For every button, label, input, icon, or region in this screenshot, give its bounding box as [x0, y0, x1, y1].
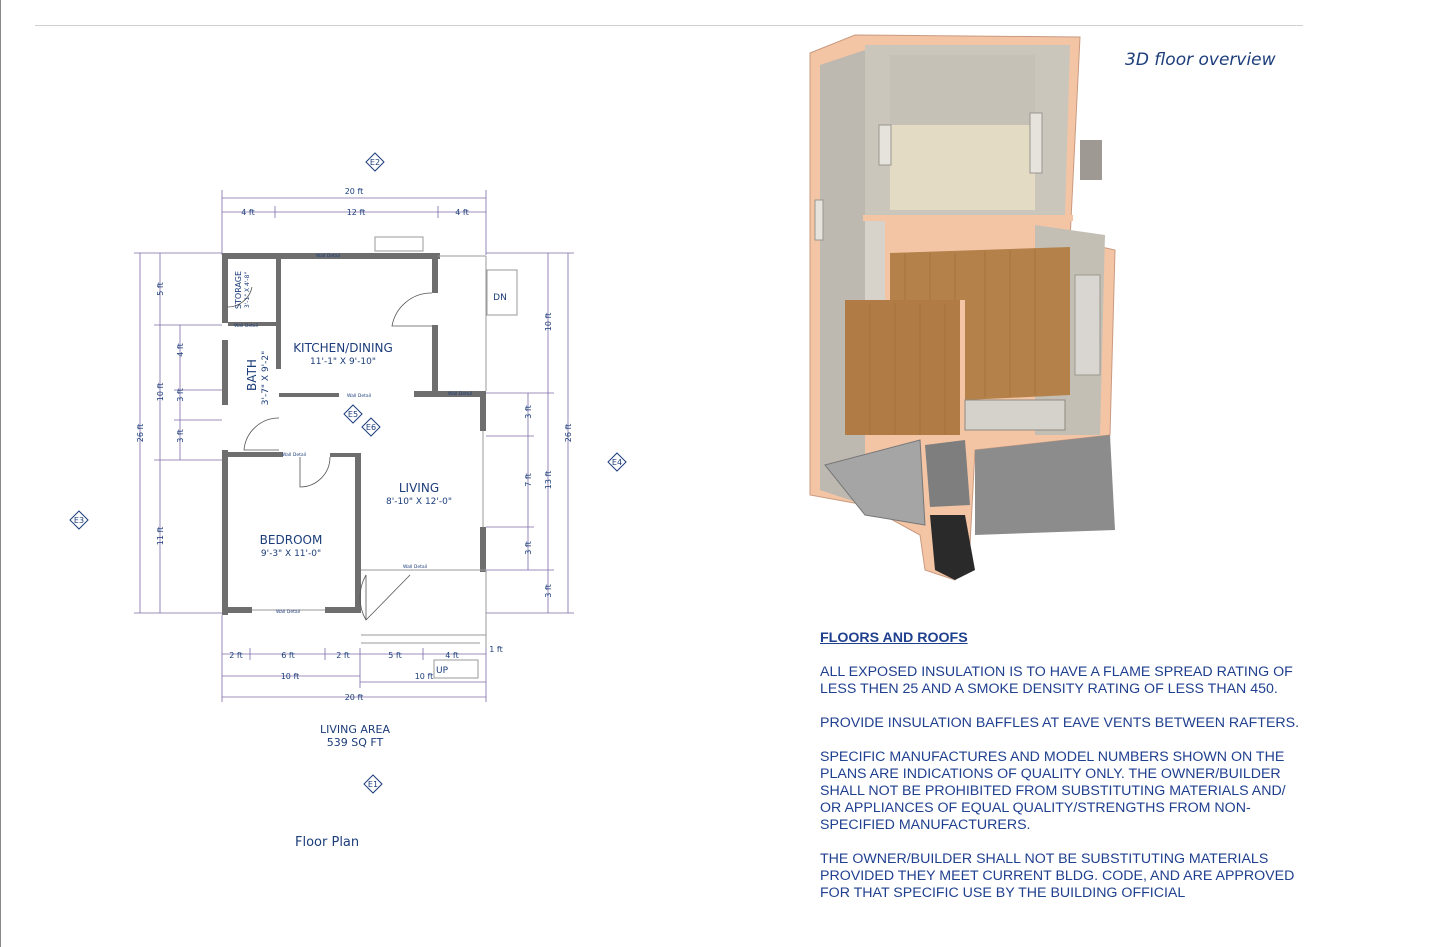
living-area-value: 539 SQ FT — [326, 736, 384, 749]
elevation-marker-e6 — [362, 418, 380, 436]
svg-text:13 ft: 13 ft — [544, 470, 553, 490]
3d-floor-overview-render — [795, 25, 1135, 585]
notes-paragraph-2: PROVIDE INSULATION BAFFLES AT EAVE VENTS BETWEEN RAFTERS. — [820, 715, 1300, 731]
living-area-caption: LIVING AREA — [319, 723, 391, 736]
svg-text:E4: E4 — [611, 458, 623, 467]
svg-text:3 ft: 3 ft — [524, 541, 533, 555]
svg-text:E3: E3 — [73, 516, 85, 525]
room-living-name: LIVING — [398, 481, 440, 495]
3d-overview-title: 3D floor overview — [1125, 50, 1276, 70]
room-kitchen-name: KITCHEN/DINING — [293, 341, 393, 355]
elevation-marker-e5 — [344, 405, 362, 423]
walls — [222, 253, 486, 615]
svg-text:10 ft: 10 ft — [544, 312, 553, 332]
svg-text:1 ft: 1 ft — [489, 645, 503, 654]
svg-text:11 ft: 11 ft — [156, 526, 165, 546]
svg-text:2 ft: 2 ft — [336, 651, 350, 660]
svg-text:20 ft: 20 ft — [344, 693, 364, 702]
svg-text:E2: E2 — [369, 158, 381, 167]
notes-paragraph-1: ALL EXPOSED INSULATION IS TO HAVE A FLAME SPREAD RATING OF LESS THEN 25 AND A SMOKE DENSITY RATING OF LESS THAN 450. — [820, 664, 1293, 697]
dimension-labels — [136, 187, 573, 702]
wall-detail-labels — [234, 253, 472, 615]
svg-text:Wall Detail: Wall Detail — [276, 610, 301, 615]
svg-text:2 ft: 2 ft — [229, 651, 243, 660]
svg-text:10 ft: 10 ft — [156, 382, 165, 402]
elevation-marker-e1 — [364, 775, 382, 793]
room-bath-name: BATH — [245, 359, 259, 391]
notes-section — [820, 630, 1310, 919]
floor-plan-title: Floor Plan — [295, 835, 360, 850]
notes-paragraph-4: THE OWNER/BUILDER SHALL NOT BE SUBSTITUTING MATERIALS PROVIDED THEY MEET CURRENT BLDG. CODE, AND ARE APPROVED FOR THAT SPECIFIC USE BY THE BUILDING OFFICIAL — [820, 851, 1295, 901]
dimension-lines — [134, 190, 574, 702]
svg-text:7 ft: 7 ft — [524, 473, 533, 487]
notes-paragraph-3: SPECIFIC MANUFACTURES AND MODEL NUMBERS SHOWN ON THE PLANS ARE INDICATIONS OF QUALITY ONLY. THE OWNER/BUILDER SHALL NOT BE PROHIBITED FROM SUBSTITUTING MATERIALS AND/ OR APPLIANCES OF EQUAL QUALITY/STRENGTHS FROM NON-SPECIFIED MANUFACTURERS. — [820, 749, 1286, 833]
svg-text:10 ft: 10 ft — [280, 672, 300, 681]
svg-text:12 ft: 12 ft — [346, 208, 366, 217]
svg-text:Wall Detail: Wall Detail — [448, 392, 473, 397]
svg-text:6 ft: 6 ft — [281, 651, 295, 660]
stair-down-label: DN — [493, 293, 507, 303]
elevation-marker-e2 — [366, 153, 384, 171]
svg-text:4 ft: 4 ft — [445, 651, 459, 660]
svg-text:3 ft: 3 ft — [176, 429, 185, 443]
elevation-marker-e3 — [70, 511, 88, 529]
room-kitchen-size: 11'-1" X 9'-10" — [310, 357, 376, 367]
svg-text:26 ft: 26 ft — [564, 423, 573, 443]
room-storage-name: STORAGE — [234, 270, 243, 310]
svg-text:5 ft: 5 ft — [388, 651, 402, 660]
svg-text:3 ft: 3 ft — [544, 584, 553, 598]
elevation-marker-e4 — [608, 453, 626, 471]
svg-text:10 ft: 10 ft — [414, 672, 434, 681]
svg-text:4 ft: 4 ft — [241, 208, 255, 217]
living-area-label — [300, 723, 410, 749]
svg-text:E6: E6 — [365, 423, 377, 432]
room-bedroom-name: BEDROOM — [259, 533, 323, 547]
svg-text:5 ft: 5 ft — [156, 282, 165, 296]
svg-text:26 ft: 26 ft — [136, 423, 145, 443]
svg-text:3 ft: 3 ft — [524, 405, 533, 419]
svg-text:E5: E5 — [347, 410, 359, 419]
svg-text:Wall Detail: Wall Detail — [316, 254, 341, 259]
room-bath-size: 3'-7" X 9'-2" — [261, 350, 271, 406]
svg-text:Wall Detail: Wall Detail — [282, 453, 307, 458]
room-bedroom-size: 9'-3" X 11'-0" — [260, 549, 322, 559]
svg-text:Wall Detail: Wall Detail — [403, 565, 428, 570]
svg-text:4 ft: 4 ft — [176, 343, 185, 357]
svg-text:E1: E1 — [367, 780, 379, 789]
svg-text:4 ft: 4 ft — [455, 208, 469, 217]
stair-up-label: UP — [435, 666, 449, 676]
svg-text:Wall Detail: Wall Detail — [347, 394, 372, 399]
room-living-size: 8'-10" X 12'-0" — [386, 497, 452, 507]
svg-text:3 ft: 3 ft — [176, 388, 185, 402]
svg-text:Wall Detail: Wall Detail — [234, 324, 259, 329]
svg-text:20 ft: 20 ft — [344, 187, 364, 196]
notes-heading: FLOORS AND ROOFS — [820, 630, 968, 646]
room-storage-size: 3'-1" X 4'-8" — [244, 271, 251, 309]
